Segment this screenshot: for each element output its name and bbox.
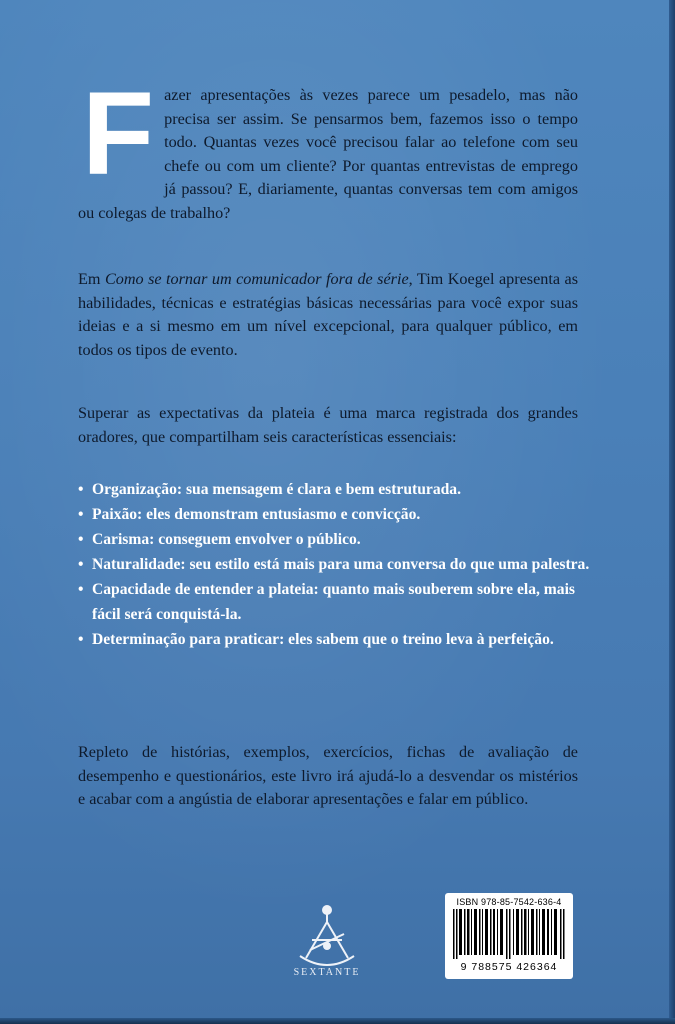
book-title: Como se tornar um comunicador fora de série: [104, 270, 409, 288]
intro-paragraph: [78, 68, 578, 225]
list-item: • Carisma: conseguem envolver o público.: [78, 527, 598, 552]
description-suffix: , Tim Koegel apresenta as habilidades, técnicas e estratégias básicas necessárias para você expor suas ideias e a si mesmo em um nível excepcional, para qualquer público, em todos os tipos de evento.: [78, 270, 579, 359]
drop-cap: F: [82, 68, 155, 200]
description-paragraph: [78, 268, 578, 362]
list-item: • Determinação para praticar: eles sabem que o treino leva à perfeição.: [78, 627, 598, 652]
list-item: • Capacidade de entender a plateia: quanto mais souberem sobre ela, mais fácil será conquistá-la.: [78, 577, 598, 627]
cover-edge-bottom: [0, 1018, 675, 1024]
characteristics-list: [78, 477, 598, 652]
cover-edge-right: [669, 0, 675, 1024]
list-item: • Organização: sua mensagem é clara e bem estruturada.: [78, 477, 598, 502]
publisher-name: SEXTANTE: [293, 967, 361, 978]
description-prefix: Em: [78, 270, 105, 288]
list-item: • Naturalidade: seu estilo está mais para uma conversa do que uma palestra.: [78, 552, 598, 577]
closing-paragraph: Repleto de histórias, exemplos, exercícios, fichas de avaliação de desempenho e questionários, este livro irá ajudá-lo a desvendar os mistérios e acabar com a angústia de elaborar apresentações e falar em público.: [78, 743, 578, 808]
intro-text: azer apresentações às vezes parece um pesadelo, mas não precisa ser assim. Se pensarmos bem, fazemos isso o tempo todo. Quantas vezes você precisou falar ao telefone com seu chefe ou com um cliente? Por quantas entrevistas de emprego já passou? E, diariamente, quantas conversas tem com amigos ou colegas de trabalho?: [78, 86, 578, 222]
ean-number: 9 788575 426364: [460, 961, 558, 973]
barcode-bars: [453, 909, 565, 959]
barcode: [445, 893, 573, 979]
expectations-paragraph: Superar as expectativas da plateia é uma marca registrada dos grandes oradores, que compartilham seis características essenciais:: [78, 404, 578, 446]
list-item: • Paixão: eles demonstram entusiasmo e convicção.: [78, 502, 598, 527]
isbn-number: ISBN 978-85-7542-636-4: [456, 897, 562, 907]
